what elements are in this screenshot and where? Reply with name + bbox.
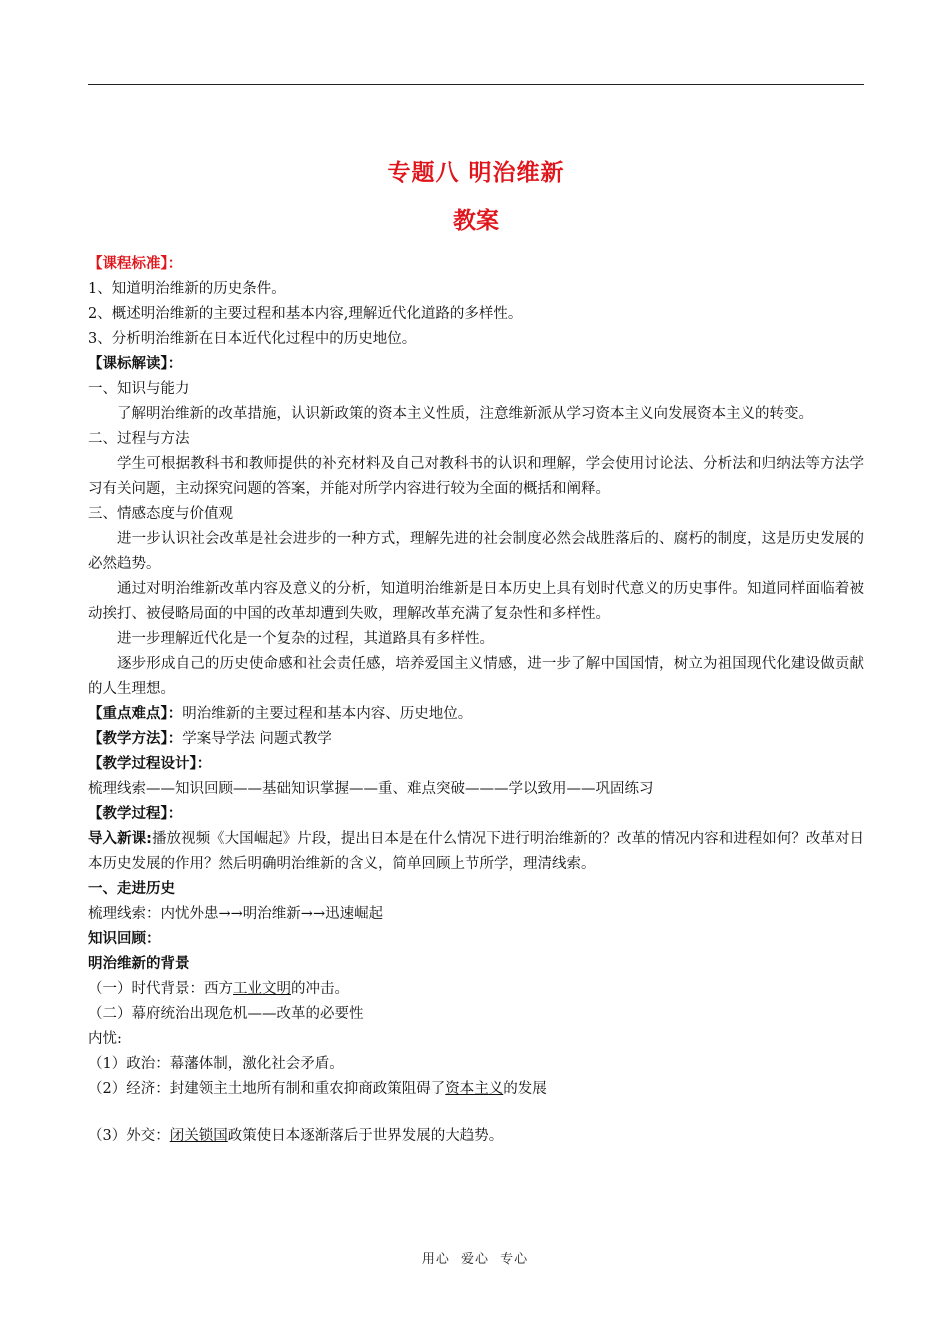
standard-item: 1、知道明治维新的历史条件。 — [88, 281, 286, 297]
design-heading: 【教学过程设计】： — [88, 756, 212, 772]
key-points-text: 明治维新的主要过程和基本内容、历史地位。 — [182, 706, 473, 722]
section-paragraph: 进一步认识社会改革是社会进步的一种方式，理解先进的社会制度必然会战胜落后的、腐朽的制度，这是历史发展的必然趋势。 — [88, 531, 864, 572]
standard-heading: 【课程标准】： — [88, 256, 183, 272]
section-paragraph: 进一步理解近代化是一个复杂的过程，其道路具有多样性。 — [117, 631, 494, 647]
standard-item: 2、概述明治维新的主要过程和基本内容,理解近代化道路的多样性。 — [88, 306, 523, 322]
design-text: 梳理线索——知识回顾——基础知识掌握——重、难点突破———学以致用——巩固练习 — [88, 781, 654, 797]
part-heading: 一、走进历史 — [88, 881, 175, 897]
header-rule — [88, 84, 864, 85]
method-text: 学案导学法 问题式教学 — [182, 731, 332, 747]
trouble-text: 的发展 — [503, 1081, 547, 1097]
document-body — [88, 150, 864, 1149]
standard-item: 3、分析明治维新在日本近代化过程中的历史地位。 — [88, 331, 417, 347]
document-subtitle: 教案 — [453, 208, 499, 234]
background-heading: 明治维新的背景 — [88, 956, 190, 972]
document-title: 专题八 明治维新 — [387, 160, 565, 186]
underlined-term: 工业文明 — [233, 981, 291, 997]
inner-trouble-label: 内忧: — [88, 1031, 122, 1047]
underlined-term: 闭关锁国 — [169, 1128, 228, 1144]
background-item — [88, 977, 864, 1002]
background-item: （二）幕府统治出现危机——改革的必要性 — [88, 1006, 364, 1022]
trouble-text: 政策使日本逐渐落后于世界发展的大趋势。 — [227, 1128, 504, 1144]
section-paragraph: 学生可根据教科书和教师提供的补充材料及自己对教科书的认识和理解，学会使用讨论法、分析法和归纳法等方法学习有关问题，主动探究问题的答案，并能对所学内容进行较为全面的概括和阐释。 — [88, 456, 864, 497]
intro-text: 播放视频《大国崛起》片段，提出日本是在什么情况下进行明治维新的？改革的情况内容和进程如何？改革对日本历史发展的作用？然后明确明治维新的含义，简单回顾上节所学，理清线索。 — [88, 831, 864, 872]
background-text: 的冲击。 — [291, 981, 349, 997]
section-title: 一、知识与能力 — [88, 381, 190, 397]
section-title: 二、过程与方法 — [88, 431, 190, 447]
section-paragraph: 逐步形成自己的历史使命感和社会责任感，培养爱国主义情感，进一步了解中国国情，树立为祖国现代化建设做贡献的人生理想。 — [88, 656, 864, 697]
trouble-text: （3）外交： — [88, 1128, 170, 1144]
interpretation-heading: 【课标解读】： — [88, 356, 183, 372]
trouble-item — [88, 1124, 864, 1149]
method-heading: 【教学方法】： — [88, 731, 183, 747]
underlined-term: 资本主义 — [445, 1081, 504, 1097]
process-heading: 【教学过程】： — [88, 806, 183, 822]
key-points-heading: 【重点难点】： — [88, 706, 183, 722]
intro-paragraph — [88, 827, 864, 877]
page-footer: 用心 爱心 专心 — [421, 1252, 529, 1267]
trouble-item: （1）政治：幕藩体制，激化社会矛盾。 — [88, 1056, 344, 1072]
section-paragraph: 了解明治维新的改革措施，认识新政策的资本主义性质，注意维新派从学习资本主义向发展资本主义的转变。 — [117, 406, 813, 422]
blank-line — [88, 1102, 864, 1124]
section-paragraph: 通过对明治维新改革内容及意义的分析，知道明治维新是日本历史上具有划时代意义的历史事件。知道同样面临着被动挨打、被侵略局面的中国的改革却遭到失败，理解改革充满了复杂性和多样性。 — [88, 581, 864, 622]
section-title: 三、情感态度与价值观 — [88, 506, 233, 522]
intro-heading: 导入新课: — [88, 831, 152, 847]
clue-text: 梳理线索：内忧外患→→明治维新→→迅速崛起 — [88, 906, 384, 922]
method-row — [88, 727, 864, 752]
key-points-row — [88, 702, 864, 727]
trouble-item — [88, 1077, 864, 1102]
trouble-text: （2）经济：封建领主土地所有制和重农抑商政策阻碍了 — [88, 1081, 446, 1097]
review-heading: 知识回顾： — [88, 931, 161, 947]
background-text: （一）时代背景：西方 — [88, 981, 233, 997]
